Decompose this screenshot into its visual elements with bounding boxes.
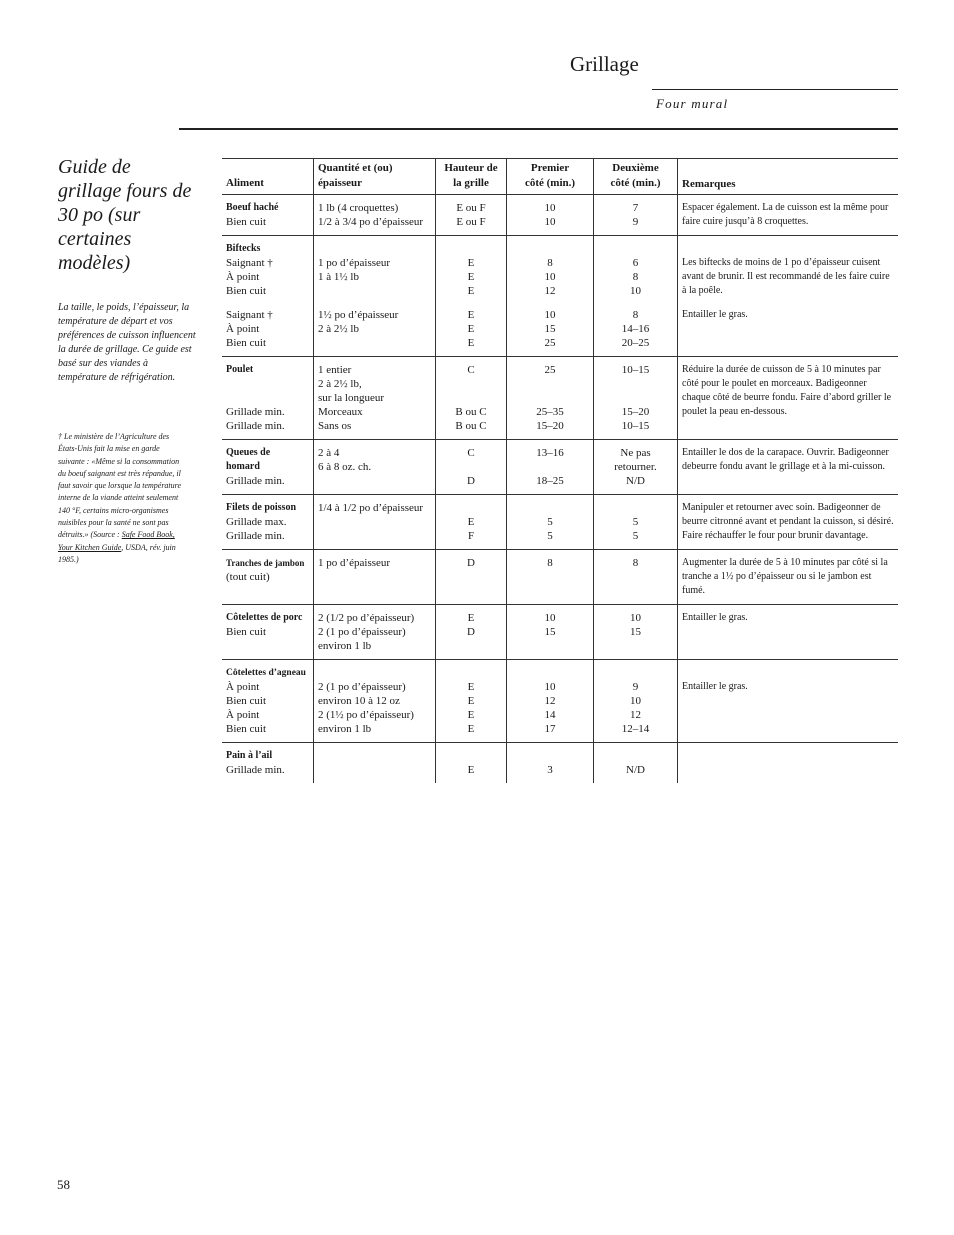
remark-cell: Les biftecks de moins de 1 po d’épaisseur cuisent avant de brunir. Il est recommandé de les faire cuire à la poêle. Entailler le gras.	[678, 236, 899, 357]
header-rule	[652, 89, 898, 90]
header-quantite: Quantité et (ou) épaisseur	[314, 159, 436, 195]
table-row	[222, 357, 898, 440]
quantity-cell: 1 po d’épaisseur 1 à 1½ lb 1½ po d’épaisseur 2 à 2½ lb	[314, 236, 436, 357]
remark-cell: Réduire la durée de cuisson de 5 à 10 minutes par côté pour le poulet en morceaux. Badigeonner chaque côté de beurre fondu. Faire d’abord griller le poulet la peau en-dessous.	[678, 357, 899, 440]
food-cell: Poulet Grillade min. Grillade min.	[226, 364, 285, 432]
rack-height-cell: E D	[436, 605, 507, 660]
food-cell: Boeuf haché Bien cuit	[226, 202, 279, 228]
header-deuxieme-cote: Deuxième côté (min.)	[594, 159, 678, 195]
table-row	[222, 660, 898, 743]
quantity-cell: 1 entier 2 à 2½ lb, sur la longueur Morceaux Sans os	[314, 357, 436, 440]
table-header-row	[222, 159, 898, 195]
table-row	[222, 550, 898, 605]
footnote-text: † Le ministère de l’Agriculture des États-Unis fait la mise en garde suivante : «Même si la consommation du boeuf saignant est très répandue, il faut savoir que lorsque la température interne de la viande atteint seulement 140 °F, certains micro-organismes nuisibles pour la santé ne sont pas détruits.» (Source :	[58, 432, 182, 540]
remark-cell: Augmenter la durée de 5 à 10 minutes par côté si la tranche a 1½ po d’épaisseur ou si le jambon est fumé.	[678, 550, 899, 605]
second-side-cell: N/D	[594, 743, 678, 784]
footnote-source: Safe Food Book, Your Kitchen Guide	[58, 530, 175, 552]
header-remarques: Remarques	[678, 159, 899, 195]
rack-height-cell: E E E E E E	[436, 236, 507, 357]
first-side-cell: 8 10 12 10 15 25	[507, 236, 594, 357]
second-side-cell: 8	[594, 550, 678, 605]
second-side-cell: 9 10 12 12–14	[594, 660, 678, 743]
second-side-cell: 5 5	[594, 495, 678, 550]
quantity-cell: 1 po d’épaisseur	[314, 550, 436, 605]
remark-cell: Manipuler et retourner avec soin. Badigeonner de beurre citronné avant et pendant la cuisson, si désiré. Faire réchauffer le four pour brunir davantage.	[678, 495, 899, 550]
rack-height-cell: E F	[436, 495, 507, 550]
footnote-text-end: , USDA, rév. juin 1985.)	[58, 542, 176, 564]
quantity-cell: 1/4 à 1/2 po d’épaisseur	[314, 495, 436, 550]
header-premier-cote: Premier côté (min.)	[507, 159, 594, 195]
page-number: 58	[57, 1177, 70, 1192]
quantity-cell: 2 à 4 6 à 8 oz. ch.	[314, 440, 436, 495]
broiling-guide-table	[222, 158, 898, 783]
remark-cell: Entailler le gras.	[678, 605, 899, 660]
guide-heading: Guide de grillage fours de 30 po (sur certaines modèles)	[58, 156, 192, 274]
quantity-cell: 1 lb (4 croquettes) 1/2 à 3/4 po d’épaisseur	[314, 195, 436, 236]
first-side-cell: 10 12 14 17	[507, 660, 594, 743]
table-row	[222, 605, 898, 660]
remark-cell: Espacer également. La de cuisson est la même pour faire cuire jusqu’à 8 croquettes.	[678, 195, 899, 236]
table-row	[222, 495, 898, 550]
second-side-cell: Ne pas retourner. N/D	[594, 440, 678, 495]
usda-footnote	[58, 431, 184, 566]
remark-cell: Entailler le dos de la carapace. Ouvrir. Badigeonner debeurre fondu avant le grillage et à la mi-cuisson.	[678, 440, 899, 495]
second-side-cell: 6 8 10 8 14–16 20–25	[594, 236, 678, 357]
first-side-cell: 10 15	[507, 605, 594, 660]
table-row	[222, 236, 898, 357]
first-side-cell: 5 5	[507, 495, 594, 550]
food-cell: Tranches de jambon (tout cuit)	[226, 558, 305, 583]
second-side-cell: 7 9	[594, 195, 678, 236]
first-side-cell: 25 25–35 15–20	[507, 357, 594, 440]
rack-height-cell: C D	[436, 440, 507, 495]
guide-intro: La taille, le poids, l’épaisseur, la température de départ et vos préférences de cuisson influencent la durée de grillage. Ce guide est basé sur des viandes à température de réfrigération.	[58, 302, 196, 383]
food-cell: Biftecks Saignant † À point Bien cuit Saignant † À point Bien cuit	[226, 243, 273, 349]
remark-cell	[678, 743, 899, 784]
rack-height-cell: E E E E	[436, 660, 507, 743]
first-side-cell: 10 10	[507, 195, 594, 236]
page-title: Grillage	[570, 52, 639, 76]
quantity-cell: 2 (1/2 po d’épaisseur) 2 (1 po d’épaisseur) environ 1 lb	[314, 605, 436, 660]
header-aliment: Aliment	[226, 177, 264, 189]
table-row	[222, 440, 898, 495]
first-side-cell: 13–16 18–25	[507, 440, 594, 495]
first-side-cell: 3	[507, 743, 594, 784]
food-cell: Côtelettes de porc Bien cuit	[226, 612, 303, 638]
second-side-cell: 10 15	[594, 605, 678, 660]
table-row	[222, 195, 898, 236]
rack-height-cell: E	[436, 743, 507, 784]
rack-height-cell: E ou F E ou F	[436, 195, 507, 236]
header-hauteur: Hauteur de la grille	[436, 159, 507, 195]
food-cell: Filets de poisson Grillade max. Grillade min.	[226, 502, 297, 542]
table-row	[222, 743, 898, 784]
quantity-cell	[314, 743, 436, 784]
food-cell: Queues de homard Grillade min.	[226, 447, 285, 487]
rack-height-cell: D	[436, 550, 507, 605]
food-cell: Pain à l’ail Grillade min.	[226, 750, 285, 776]
first-side-cell: 8	[507, 550, 594, 605]
section-rule	[179, 128, 898, 130]
rack-height-cell: C B ou C B ou C	[436, 357, 507, 440]
food-cell: Côtelettes d’agneau À point Bien cuit À point Bien cuit	[226, 668, 306, 735]
second-side-cell: 10–15 15–20 10–15	[594, 357, 678, 440]
remark-cell: Entailler le gras.	[678, 660, 899, 743]
quantity-cell: 2 (1 po d’épaisseur) environ 10 à 12 oz 2 (1½ po d’épaisseur) environ 1 lb	[314, 660, 436, 743]
page-subtitle: Four mural	[656, 96, 729, 111]
